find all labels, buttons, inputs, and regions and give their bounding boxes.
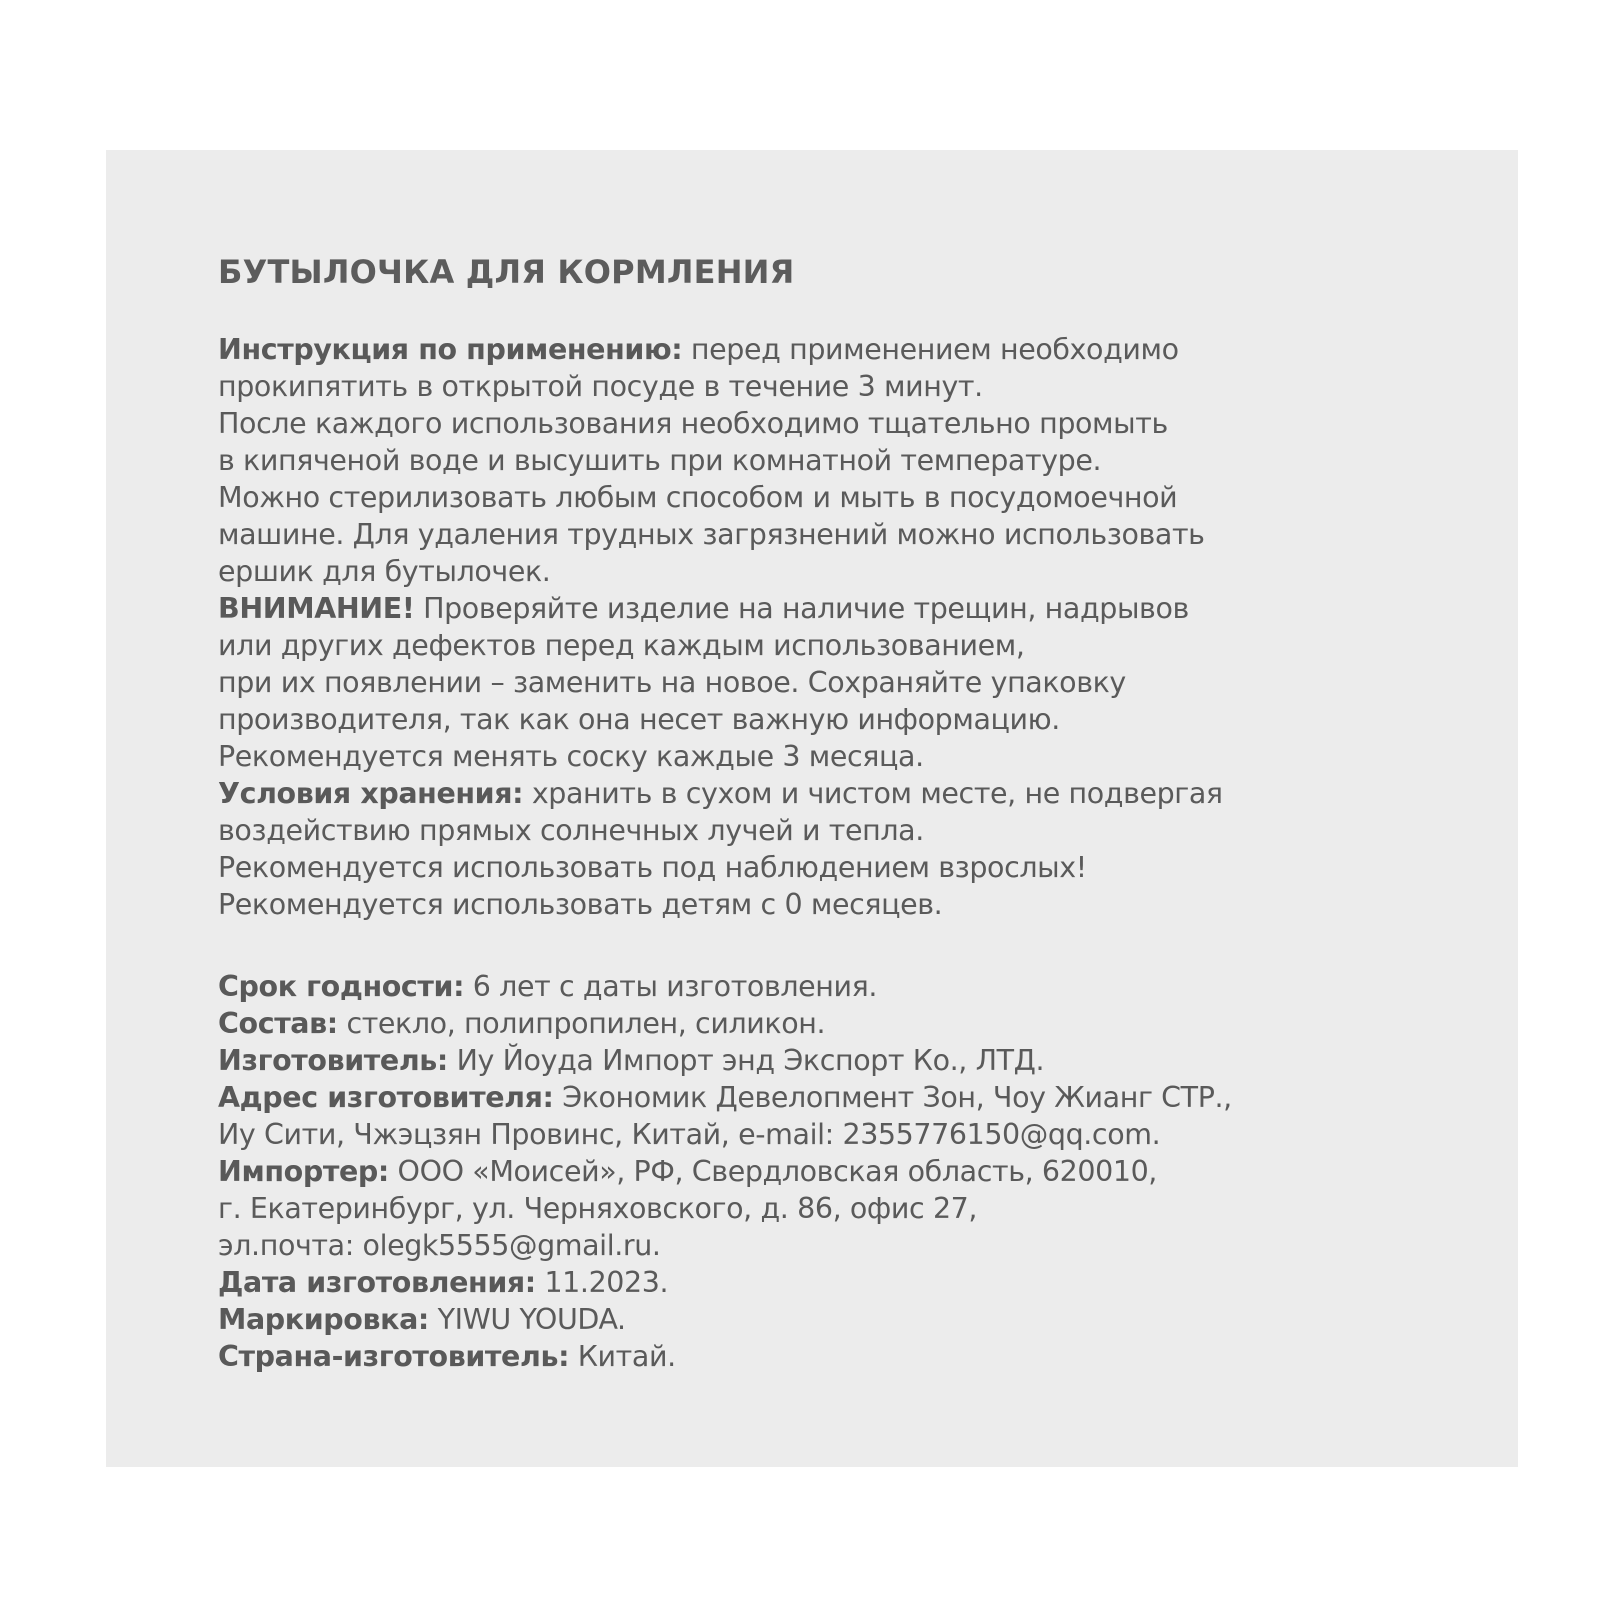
spec-value: Иу Сити, Чжэцзян Провинс, Китай, e-mail: 2355776150@qq.com. <box>218 1118 1161 1151</box>
spec-label: Страна-изготовитель: <box>218 1340 570 1373</box>
spec-label: Срок годности: <box>218 970 465 1003</box>
spec-value: стекло, полипропилен, силикон. <box>337 1007 826 1040</box>
spec-label: Импортер: <box>218 1155 389 1188</box>
spec-manufacturer <box>218 1043 1044 1079</box>
spec-value: Иу Йоуда Импорт энд Экспорт Ко., ЛТД. <box>447 1044 1045 1077</box>
instructions-line: ершик для бутылочек. <box>218 555 551 588</box>
spec-value: Китай. <box>569 1340 676 1373</box>
storage-label: Условия хранения: <box>218 777 524 810</box>
spec-value: ООО «Моисей», РФ, Свердловская область, 620010, <box>388 1155 1157 1188</box>
storage-line: воздействию прямых солнечных лучей и тепла. <box>218 814 924 847</box>
instructions-line: прокипятить в открытой посуде в течение 3 минут. <box>218 370 983 403</box>
storage-line: Рекомендуется использовать детям с 0 месяцев. <box>218 888 943 921</box>
spec-importer-email <box>218 1228 661 1264</box>
warning-label: ВНИМАНИЕ! <box>218 592 415 625</box>
spec-label: Дата изготовления: <box>218 1266 536 1299</box>
spec-country <box>218 1339 676 1375</box>
spec-value: эл.почта: olegk5555@gmail.ru. <box>218 1229 661 1262</box>
instructions-line: машине. Для удаления трудных загрязнений можно использовать <box>218 518 1205 551</box>
spec-label: Адрес изготовителя: <box>218 1081 554 1114</box>
instructions-text: перед применением необходимо <box>682 333 1179 366</box>
spec-value: Экономик Девелопмент Зон, Чоу Жианг СТР., <box>553 1081 1232 1114</box>
spec-manufacturer-address <box>218 1080 1232 1116</box>
instructions-line: в кипяченой воде и высушить при комнатной температуре. <box>218 444 1102 477</box>
spec-composition <box>218 1006 825 1042</box>
storage-text: хранить в сухом и чистом месте, не подвергая <box>523 777 1223 810</box>
spec-shelf-life <box>218 969 877 1005</box>
warning-line: при их появлении – заменить на новое. Сохраняйте упаковку <box>218 666 1126 699</box>
storage-line <box>218 776 1223 812</box>
spec-importer <box>218 1154 1157 1190</box>
warning-line: производителя, так как она несет важную информацию. <box>218 703 1060 736</box>
spec-value: 6 лет с даты изготовления. <box>464 970 878 1003</box>
spec-manufacturer-address-cont <box>218 1117 1160 1153</box>
product-title: БУТЫЛОЧКА ДЛЯ КОРМЛЕНИЯ <box>218 253 795 291</box>
instructions-line: После каждого использования необходимо тщательно промыть <box>218 407 1168 440</box>
spec-importer-cont <box>218 1191 977 1227</box>
instructions-line <box>218 332 1179 368</box>
instructions-label: Инструкция по применению: <box>218 333 683 366</box>
instructions-line: Можно стерилизовать любым способом и мыть в посудомоечной <box>218 481 1178 514</box>
storage-line: Рекомендуется использовать под наблюдением взрослых! <box>218 851 1087 884</box>
spec-value: YIWU YOUDA. <box>428 1303 626 1336</box>
spec-manufacture-date <box>218 1265 668 1301</box>
spec-value: г. Екатеринбург, ул. Черняховского, д. 86, офис 27, <box>218 1192 978 1225</box>
warning-text: Проверяйте изделие на наличие трещин, надрывов <box>414 592 1189 625</box>
spec-label: Маркировка: <box>218 1303 429 1336</box>
spec-marking <box>218 1302 626 1338</box>
spec-label: Изготовитель: <box>218 1044 448 1077</box>
warning-line <box>218 591 1189 627</box>
warning-line: или других дефектов перед каждым использованием, <box>218 629 1025 662</box>
spec-value: 11.2023. <box>535 1266 669 1299</box>
spec-label: Состав: <box>218 1007 338 1040</box>
warning-line: Рекомендуется менять соску каждые 3 месяца. <box>218 740 924 773</box>
